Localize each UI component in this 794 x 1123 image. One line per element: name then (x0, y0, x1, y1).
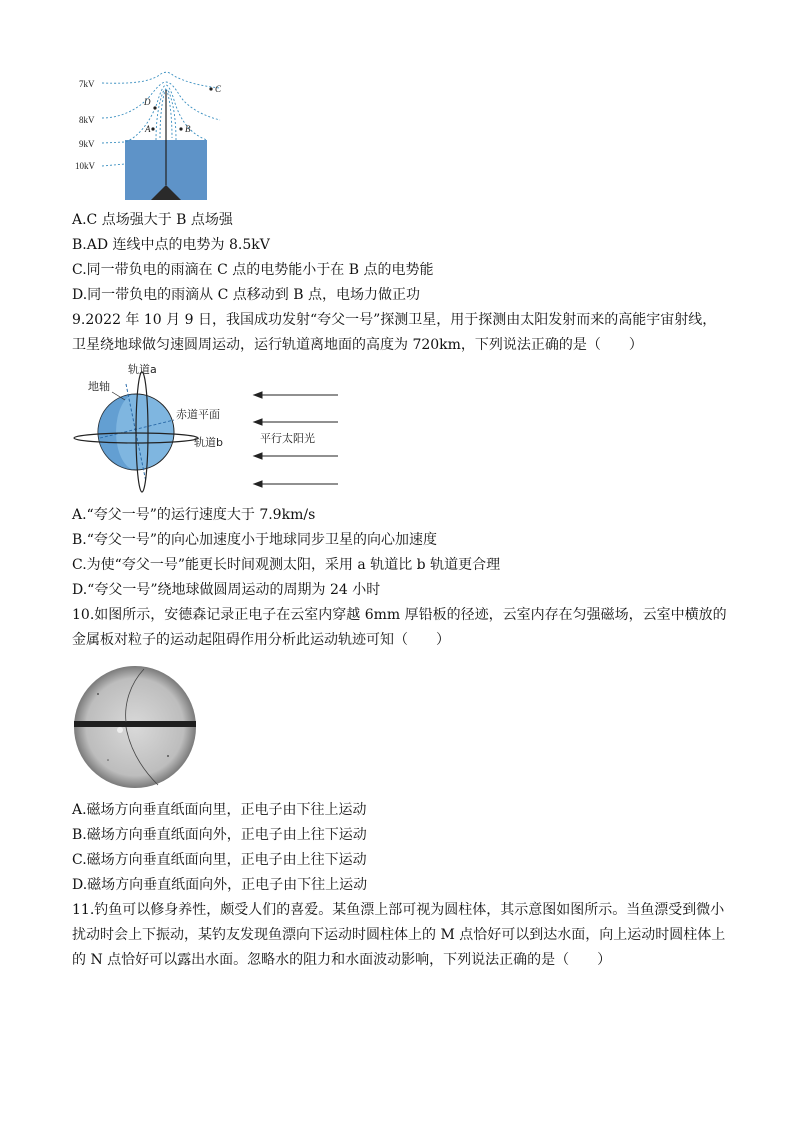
lightning-rod-figure (72, 68, 232, 203)
q11-line1: 11.钓鱼可以修身养性，颇受人们的喜爱。某鱼漂上部可视为圆柱体，其示意图如图所示。当鱼漂受到微小 (72, 902, 725, 918)
chamber-speck-1 (97, 693, 99, 695)
q9-option-a: A.“夸父一号”的运行速度大于 7.9km/s (72, 507, 316, 523)
label-7kv: 7kV (79, 79, 95, 89)
equipotential-9kv (102, 85, 207, 143)
q9-stem-line2: 卫星绕地球做匀速圆周运动，运行轨道离地面的高度为 720km，下列说法正确的是（ ） (72, 337, 643, 353)
point-a (151, 127, 154, 130)
label-d: D (144, 97, 151, 107)
q10-option-d: D.磁场方向垂直纸面向外，正电子由下往上运动 (72, 877, 368, 893)
chamber-spot (117, 727, 123, 733)
chamber-speck-3 (107, 759, 109, 761)
q10-option-c: C.磁场方向垂直纸面向里，正电子由上往下运动 (72, 852, 367, 868)
label-9kv: 9kV (79, 139, 95, 149)
q10-stem-line2: 金属板对粒子的运动起阻碍作用分析此运动轨迹可知（ ） (72, 632, 450, 648)
q8-option-c: C.同一带负电的雨滴在 C 点的电势能小于在 B 点的电势能 (72, 262, 434, 278)
point-d (153, 106, 156, 109)
earth-orbit-figure (70, 360, 350, 500)
label-c: C (215, 84, 222, 94)
q9-option-c: C.为使“夸父一号”能更长时间观测太阳，采用 a 轨道比 b 轨道更合理 (72, 557, 501, 573)
label-a: A (145, 124, 151, 134)
q11-line3: 的 N 点恰好可以露出水面。忽略水的阻力和水面波动影响，下列说法正确的是（ ） (72, 952, 612, 968)
label-8kv: 8kV (79, 115, 95, 125)
q8-option-b: B.AD 连线中点的电势为 8.5kV (72, 237, 270, 253)
equator-label: 赤道平面 (176, 408, 220, 421)
q10-option-b: B.磁场方向垂直纸面向外，正电子由上往下运动 (72, 827, 367, 843)
q10-option-a: A.磁场方向垂直纸面向里，正电子由下往上运动 (72, 802, 367, 818)
q11-line2: 扰动时会上下振动，某钓友发现鱼漂向下运动时圆柱体上的 M 点恰好可以到达水面，向上运动时圆柱体上 (72, 927, 726, 943)
q8-option-a: A.C 点场强大于 B 点场强 (72, 212, 233, 228)
equipotential-8kv (102, 82, 220, 120)
equipotential-7kv (102, 72, 220, 88)
axis-label: 地轴 (88, 380, 110, 393)
q9-option-b: B.“夸父一号”的向心加速度小于地球同步卫星的向心加速度 (72, 532, 438, 548)
q9-stem-line1: 9.2022 年 10 月 9 日，我国成功发射“夸父一号”探测卫星，用于探测由太阳发射而来的高能宇宙射线， (72, 312, 717, 328)
orbit-a-label: 轨道a (128, 363, 157, 376)
point-b (179, 127, 182, 130)
q10-stem-line1: 10.如图所示，安德森记录正电子在云室内穿越 6mm 厚铅板的径迹，云室内存在匀强磁场，云室中横放的 (72, 607, 727, 623)
q8-option-d: D.同一带负电的雨滴从 C 点移动到 B 点，电场力做正功 (72, 287, 420, 303)
label-10kv: 10kV (75, 161, 95, 171)
orbit-b-label: 轨道b (194, 436, 223, 449)
chamber-speck-2 (167, 755, 169, 757)
point-c (209, 87, 212, 90)
q9-option-d: D.“夸父一号”绕地球做圆周运动的周期为 24 小时 (72, 582, 381, 598)
label-b: B (185, 124, 191, 134)
sunlight-label: 平行太阳光 (260, 432, 315, 445)
lead-plate (74, 721, 196, 727)
cloud-chamber-photo (72, 664, 198, 790)
